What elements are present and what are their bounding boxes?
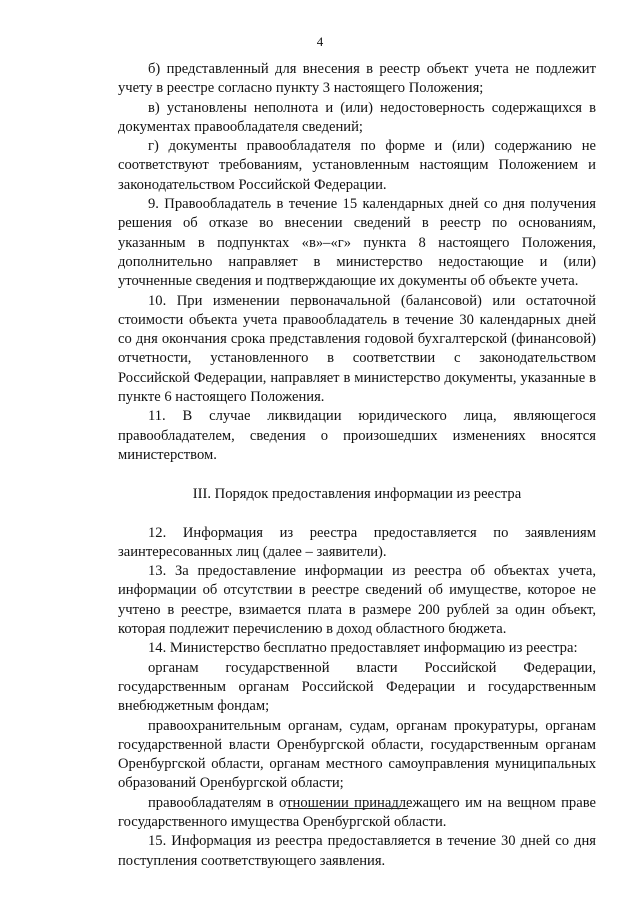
paragraph-9: 9. Правообладатель в течение 15 календарных дней со дня получения решения об отказе во внесении сведений в реестр по основаниям, указанным в подпунктах «в»–«г» пункта 8 настоящего Положения, дополнительно направляет в министерство недостающие и (или) уточненные сведения и подтверждающие их документы об объекте учета. [118,196,596,290]
paragraph-14-item-1: органам государственной власти Российской Федерации, государственным органам Российской Федерации и государственным внебюджетным фондам; [118,659,596,715]
paragraph-11: 11. В случае ликвидации юридического лица, являющегося правообладателем, сведения о произошедших изменениях вносятся министерством. [118,408,596,463]
paragraph-10: 10. При изменении первоначальной (балансовой) или остаточной стоимости объекта учета правообладатель в течение 30 календарных дней со дня окончания срока представления годовой бухгалтерской (финансовой) отчетности, установленного в соответствии с законодательством Российской Федерации, направляет в министерство документы, указанные в пункте 6 настоящего Положения. [118,292,596,406]
paragraph-13: 13. За предоставление информации из реестра об объектах учета, информации об отсутствии в реестре сведений об имуществе, которое не учтено в реестре, взимается плата в размере 200 рублей за один объект, которая подлежит перечислению в доход областного бюджета. [118,563,596,638]
paragraph-14-item-3: правообладателям в отношении принадлежащего им на вещном праве государственного имущества Оренбургской области. [118,794,596,830]
paragraph-15: 15. Информация из реестра предоставляется в течение 30 дней со дня поступления соответствующего заявления. [118,833,596,869]
paragraph-8b: б) представленный для внесения в реестр объект учета не подлежит учету в реестре согласно пункту 3 настоящего Положения; [118,61,596,97]
paragraph-8g: г) документы правообладателя по форме и (или) содержанию не соответствуют требованиям, установленным настоящим Положением и законодательством Российской Федерации. [118,138,596,193]
document-body [118,60,596,871]
paragraph-8v: в) установлены неполнота и (или) недостоверность содержащихся в документах правообладателя сведений; [118,99,596,135]
page-number: 4 [316,34,324,49]
section-heading: III. Порядок предоставления информации из реестра [192,486,522,503]
paragraph-14: 14. Министерство бесплатно предоставляет информацию из реестра: [148,640,578,657]
end-divider [288,808,408,809]
paragraph-12: 12. Информация из реестра предоставляется по заявлениям заинтересованных лиц (далее – заявители). [118,524,596,560]
paragraph-14-item-2: правоохранительным органам, судам, органам прокуратуры, органам государственной власти Оренбургской области, государственным органам Оренбургской области, органам местного самоуправления муниципальных образований Оренбургской области; [118,717,596,792]
